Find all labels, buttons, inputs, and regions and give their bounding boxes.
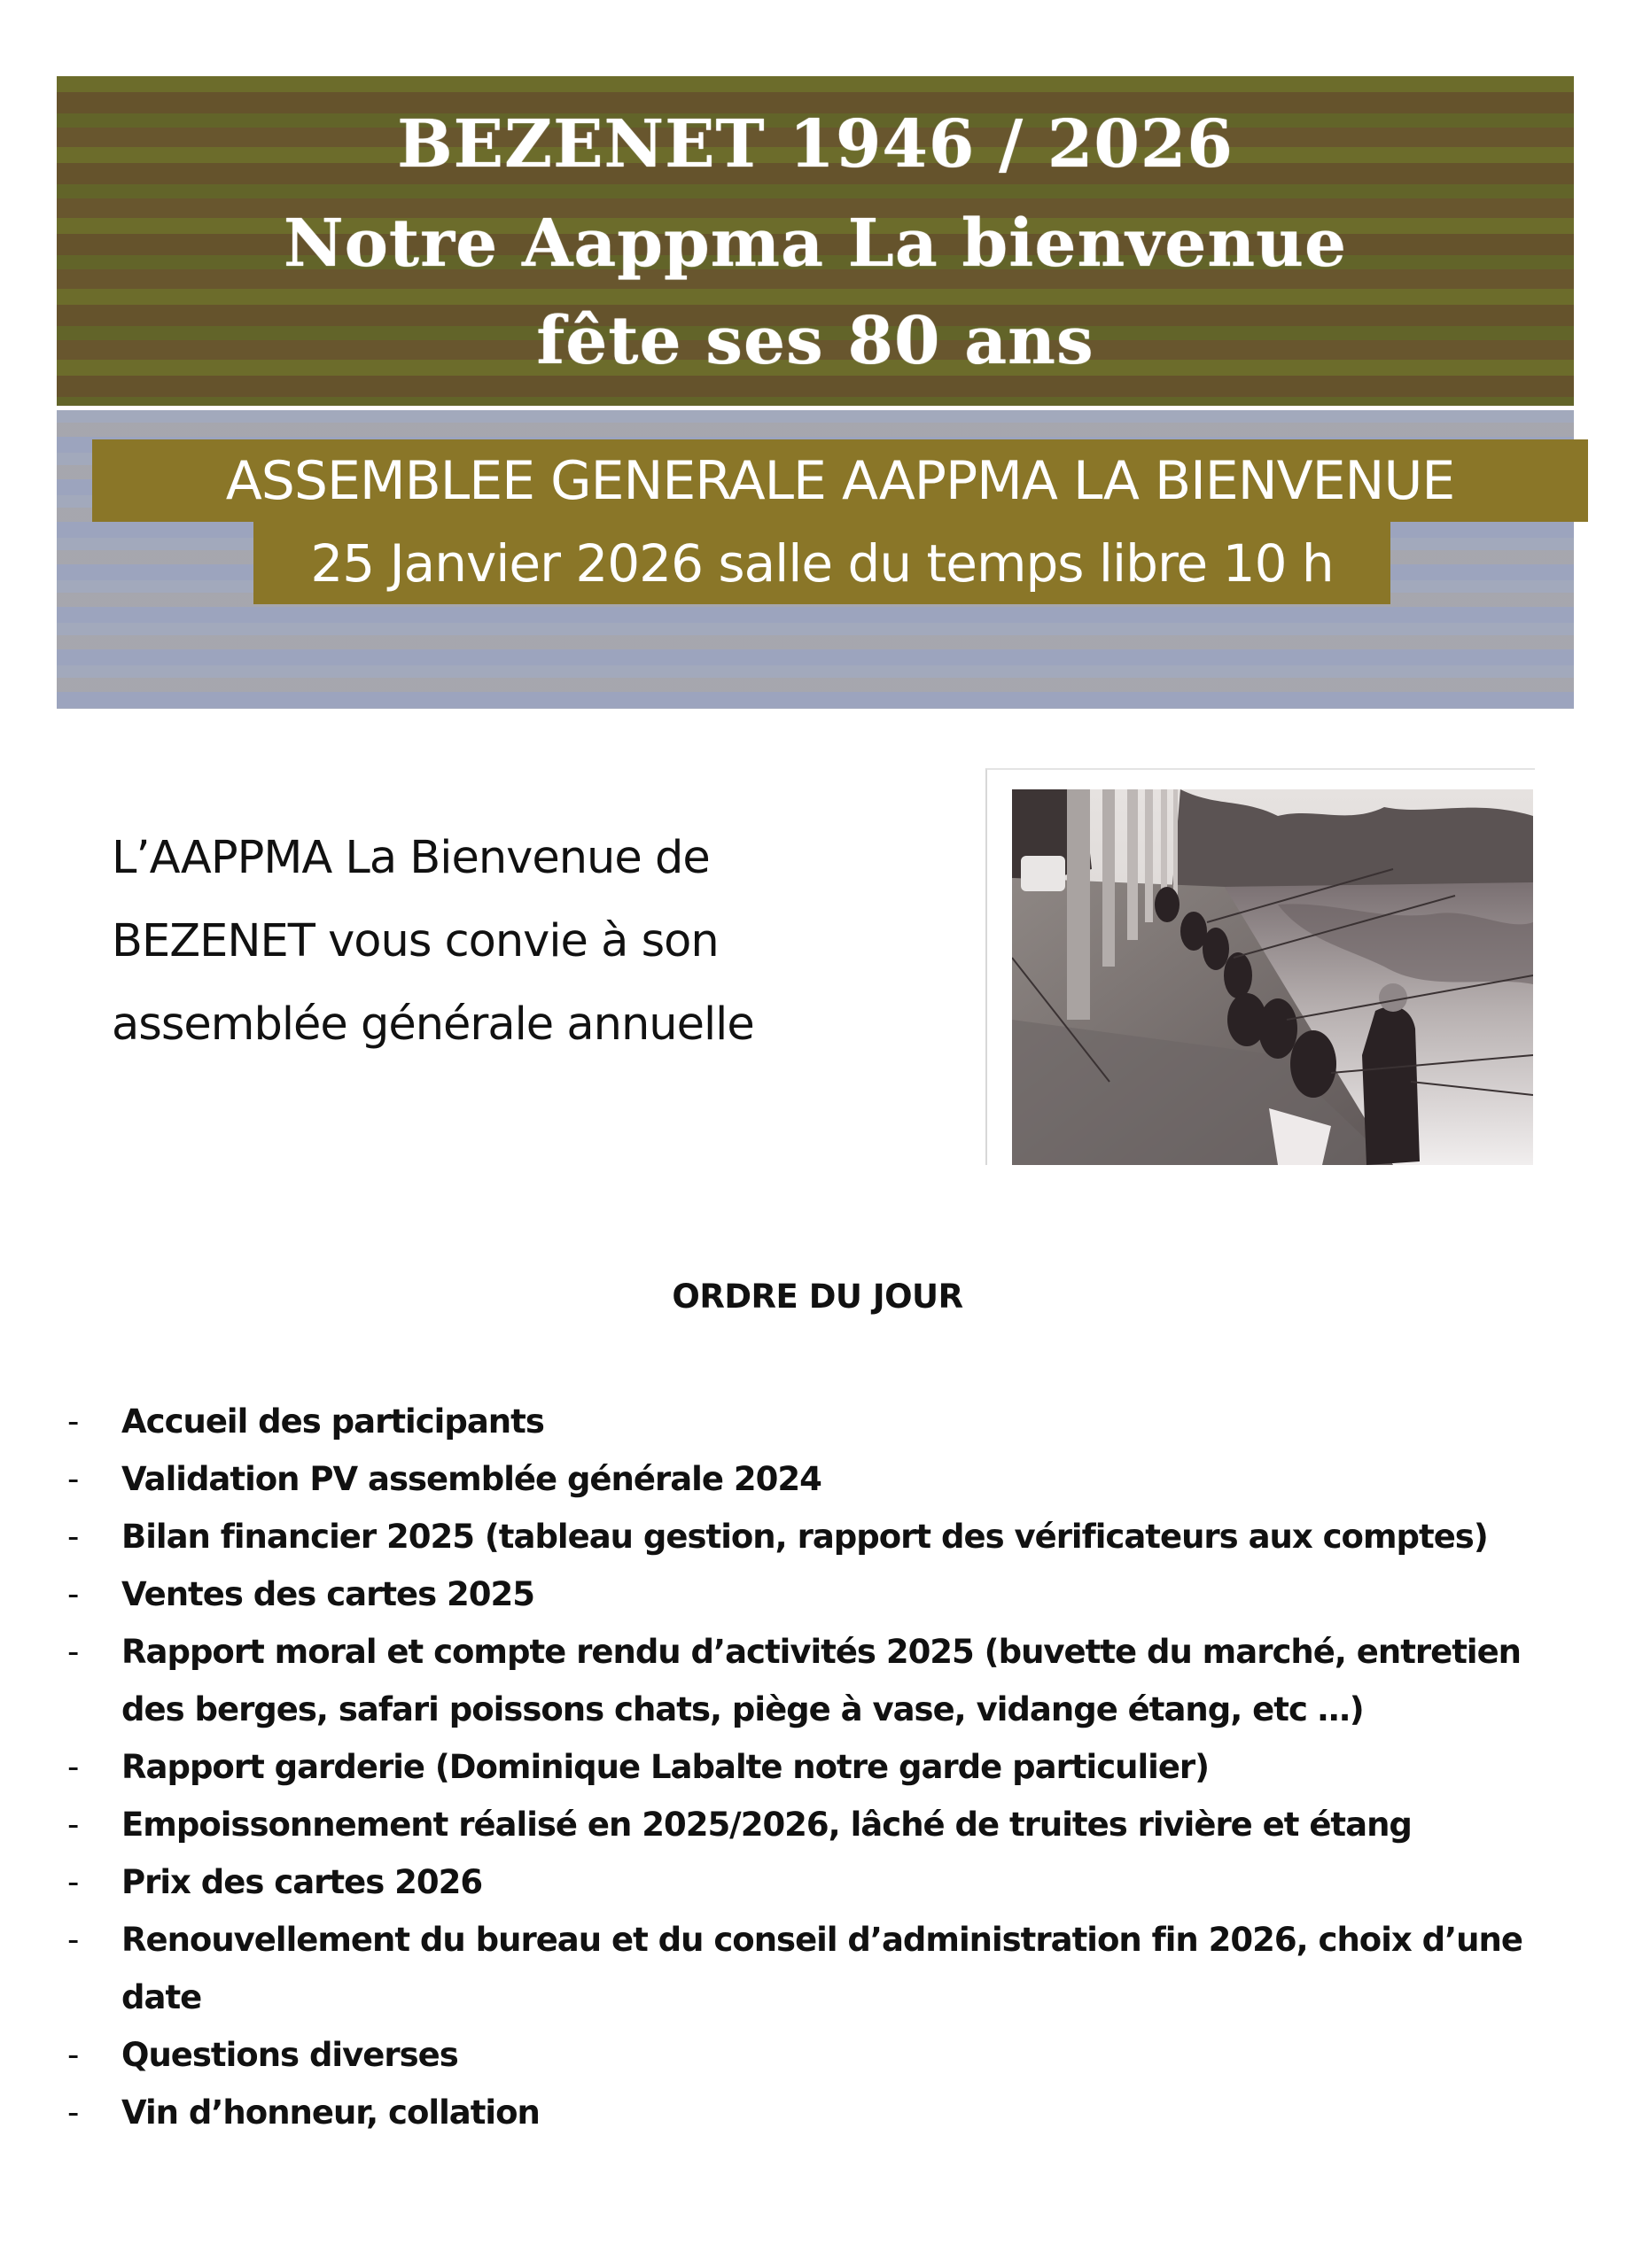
bullet-dash: -: [67, 1921, 79, 1959]
agenda-item: [67, 1796, 1592, 1853]
bullet-dash: -: [67, 1748, 79, 1786]
agenda-item-text: Vin d’honneur, collation: [121, 2093, 540, 2132]
agenda-item: [67, 1565, 1592, 1623]
agenda-item-text: Rapport garderie (Dominique Labalte notre garde particulier): [121, 1748, 1210, 1786]
agenda-item: [67, 2026, 1592, 2084]
bullet-dash: -: [67, 2093, 79, 2132]
agenda-item: [67, 1450, 1592, 1508]
banner-title-line-3: fête ses 80 ans: [536, 303, 1094, 379]
bullet-dash: -: [67, 2036, 79, 2074]
agenda-item: [67, 1738, 1592, 1796]
assembly-date-location: 25 Janvier 2026 salle du temps libre 10 h: [253, 522, 1390, 604]
agenda-item-text: Rapport moral et compte rendu d’activités 2025 (buvette du marché, entretien des berges, safari poissons chats, piège à vase, vidange étang, etc …): [121, 1633, 1522, 1728]
agenda-item: [67, 2084, 1592, 2141]
assembly-banner: [57, 410, 1574, 709]
banner-title-line-1: BEZENET 1946 / 2026: [397, 106, 1234, 183]
agenda-list: [67, 1393, 1592, 2141]
agenda-item: [67, 1508, 1592, 1565]
agenda-item: [67, 1911, 1592, 2026]
bullet-dash: -: [67, 1633, 79, 1671]
photo-frame: [985, 768, 1535, 1165]
agenda-item-text: Bilan financier 2025 (tableau gestion, rapport des vérificateurs aux comptes): [121, 1518, 1488, 1556]
bullet-dash: -: [67, 1402, 79, 1441]
fishermen-riverbank-image: [1012, 789, 1533, 1165]
agenda-item: [67, 1623, 1592, 1738]
agenda-item-text: Empoissonnement réalisé en 2025/2026, lâché de truites rivière et étang: [121, 1806, 1412, 1844]
agenda-item-text: Renouvellement du bureau et du conseil d’administration fin 2026, choix d’une date: [121, 1921, 1522, 2016]
invitation-line: assemblée générale annuelle: [112, 998, 754, 1051]
invitation-line: L’AAPPMA La Bienvenue de: [112, 832, 710, 884]
title-banner: [57, 76, 1574, 406]
bullet-dash: -: [67, 1575, 79, 1613]
fishing-photo: [1012, 789, 1533, 1165]
agenda-item-text: Validation PV assemblée générale 2024: [121, 1460, 821, 1498]
bullet-dash: -: [67, 1518, 79, 1556]
agenda-item-text: Questions diverses: [121, 2036, 458, 2074]
agenda-item-text: Accueil des participants: [121, 1402, 544, 1441]
invitation-line: BEZENET vous convie à son: [112, 915, 719, 967]
invitation-text: [112, 817, 909, 1067]
bullet-dash: -: [67, 1806, 79, 1844]
agenda-title: ORDRE DU JOUR: [672, 1278, 963, 1316]
assembly-heading: ASSEMBLEE GENERALE AAPPMA LA BIENVENUE: [92, 439, 1588, 522]
bullet-dash: -: [67, 1460, 79, 1498]
agenda-item-text: Ventes des cartes 2025: [121, 1575, 535, 1613]
banner-title-line-2: Notre Aappma La bienvenue: [283, 206, 1348, 282]
agenda-item: [67, 1393, 1592, 1450]
bullet-dash: -: [67, 1863, 79, 1901]
agenda-item: [67, 1853, 1592, 1911]
agenda-item-text: Prix des cartes 2026: [121, 1863, 483, 1901]
